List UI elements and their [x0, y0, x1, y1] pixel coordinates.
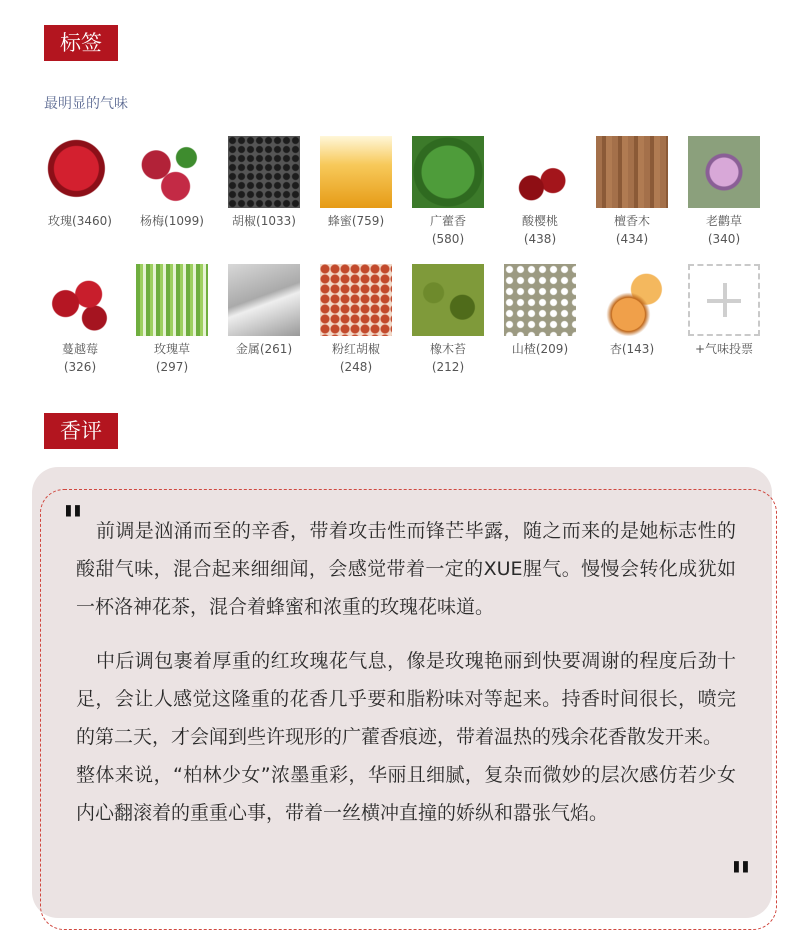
palmarosa-image [136, 264, 208, 336]
hawthorn-image [504, 264, 576, 336]
note-label: 玫瑰(3460) [48, 214, 112, 228]
note-apricot[interactable] [596, 264, 668, 358]
note-label: 胡椒(1033) [232, 214, 296, 228]
note-label: 金属(261) [235, 342, 293, 356]
review-text [76, 512, 736, 832]
note-honey[interactable] [320, 136, 392, 230]
note-label: 檀香木 (434) [613, 214, 650, 246]
note-sour-cherry[interactable] [504, 136, 576, 248]
metal-image [228, 264, 300, 336]
cranberry-image [44, 264, 116, 336]
bayberry-image [136, 136, 208, 208]
apricot-image [596, 264, 668, 336]
notes-subtitle: 最明显的气味 [44, 96, 128, 112]
oakmoss-image [412, 264, 484, 336]
sour-cherry-image [504, 136, 576, 208]
close-quote-icon: " [730, 853, 752, 902]
note-metal[interactable] [228, 264, 300, 358]
note-cranberry[interactable] [44, 264, 116, 376]
note-geranium[interactable] [688, 136, 760, 248]
patchouli-image [412, 136, 484, 208]
note-label: 蔓越莓 (326) [61, 342, 98, 374]
geranium-image [688, 136, 760, 208]
pink-pepper-image [320, 264, 392, 336]
sandalwood-image [596, 136, 668, 208]
note-palmarosa[interactable] [136, 264, 208, 376]
review-section-header: 香评 [44, 413, 118, 449]
note-patchouli[interactable] [412, 136, 484, 248]
plus-icon [688, 264, 760, 336]
review-paragraph: 整体来说，“柏林少女”浓墨重彩，华丽且细腻，复杂而微妙的层次感仿若少女内心翻滚着的重重心事，带着一丝横冲直撞的娇纵和嚣张气焰。 [76, 764, 736, 824]
note-oakmoss[interactable] [412, 264, 484, 376]
note-bayberry[interactable] [136, 136, 208, 230]
note-label: 杏(143) [609, 342, 655, 356]
pepper-image [228, 136, 300, 208]
honey-image [320, 136, 392, 208]
note-label: 玫瑰草 (297) [153, 342, 190, 374]
note-label: 杨梅(1099) [140, 214, 204, 228]
review-paragraph: 中后调包裹着厚重的红玫瑰花气息，像是玫瑰艳丽到快要凋谢的程度后劲十足，会让人感觉这隆重的花香几乎要和脂粉味对等起来。持香时间很长，喷完的第二天，才会闻到些许现形的广藿香痕迹，带着温热的残余花香散发开来。 [76, 650, 736, 748]
rose-image [44, 136, 116, 208]
note-rose[interactable] [44, 136, 116, 230]
tags-section-header: 标签 [44, 25, 118, 61]
note-label: 老鹳草 (340) [705, 214, 742, 246]
note-label: 粉红胡椒 (248) [331, 342, 380, 374]
note-label: 蜂蜜(759) [327, 214, 385, 228]
note-label: 橡木苔 (212) [429, 342, 466, 374]
vote-note-button[interactable] [688, 264, 760, 358]
note-hawthorn[interactable] [504, 264, 576, 358]
note-label: 广藿香 (580) [429, 214, 466, 246]
note-label: 山楂(209) [511, 342, 569, 356]
note-label: 酸樱桃 (438) [521, 214, 558, 246]
vote-note-label: +气味投票 [694, 342, 754, 356]
open-quote-icon: " [62, 497, 84, 546]
review-paragraph: 前调是汹涌而至的辛香，带着攻击性而锋芒毕露，随之而来的是她标志性的酸甜气味，混合起来细细闻，会感觉带着一定的XUE腥气。慢慢会转化成犹如一杯洛神花茶，混合着蜂蜜和浓重的玫瑰花味道。 [76, 520, 736, 618]
note-sandalwood[interactable] [596, 136, 668, 248]
note-pink-pepper[interactable] [320, 264, 392, 376]
note-pepper[interactable] [228, 136, 300, 230]
